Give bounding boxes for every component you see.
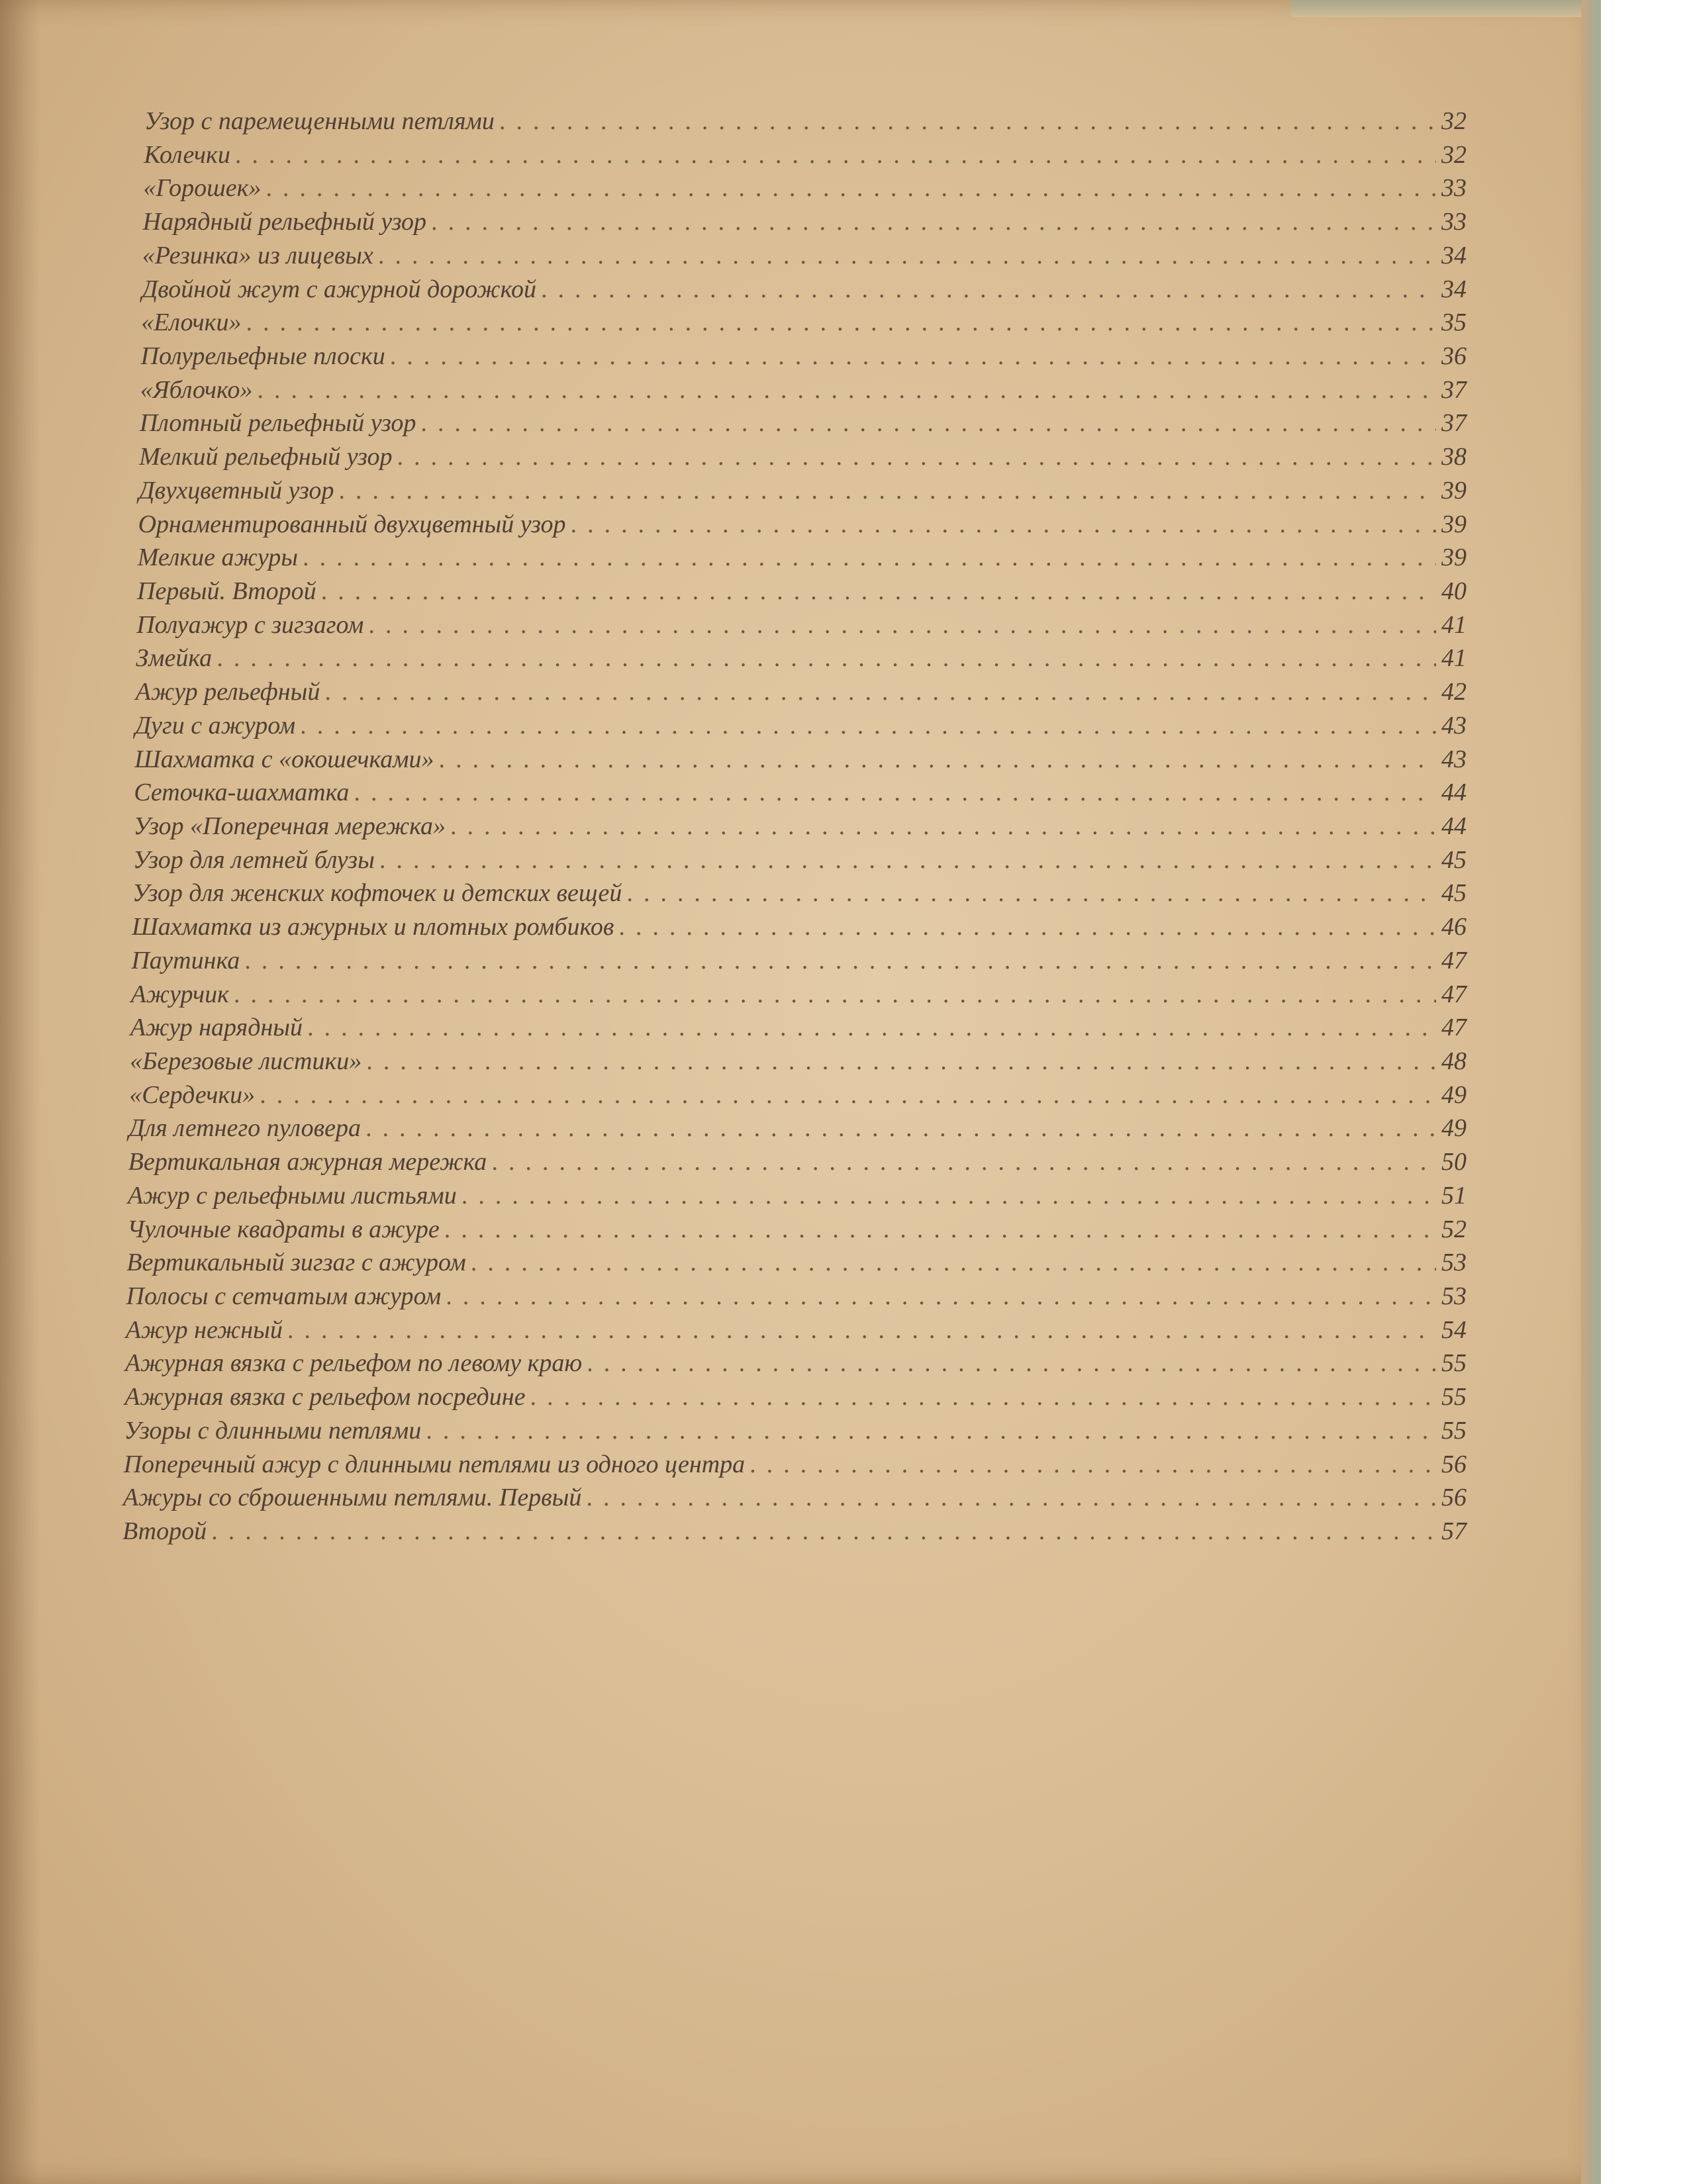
toc-entry-title: Второй [122,1517,207,1545]
dot-leader [212,1516,1436,1546]
toc-entry-page: 49 [1441,1114,1467,1143]
toc-entry [126,1247,1467,1278]
dot-leader [217,643,1436,673]
toc-entry-title: Поперечный ажур с длинными петлями из одного центра [123,1450,746,1478]
toc-entry [130,1046,1467,1076]
toc-entry-page: 43 [1441,711,1467,739]
toc-entry [131,979,1467,1010]
toc-entry [136,677,1467,707]
toc-entry [129,1080,1467,1110]
toc-entry-title: Шахматка из ажурных и плотных ромбиков [132,913,614,941]
toc-entry-title: Ажур с рельефными листьями [127,1181,457,1210]
toc-entry [122,1516,1467,1546]
toc-entry-title: Узор для летней блузы [132,845,375,874]
toc-entry-title: Ажур нежный [125,1315,283,1344]
toc-entry [137,576,1467,606]
dot-leader [587,1482,1436,1513]
toc-entry-title: Чулочные квадраты в ажуре [127,1215,440,1243]
toc-entry-page: 34 [1441,241,1467,269]
toc-entry [141,341,1467,371]
dot-leader [354,777,1436,808]
dot-leader [260,1080,1436,1110]
toc-entry [138,542,1467,573]
toc-entry-page: 55 [1441,1383,1467,1411]
dot-leader [627,878,1436,908]
dot-leader [426,1415,1436,1446]
toc-entry-title: «Сердечки» [129,1080,256,1109]
toc-entry-page: 32 [1441,107,1467,135]
toc-entry [144,106,1467,136]
dot-leader [301,710,1436,741]
toc-entry-title: Сеточка-шахматка [134,779,350,807]
toc-entry-title: Вертикальная ажурная мережка [128,1148,487,1176]
toc-entry-page: 47 [1441,980,1467,1008]
dot-leader [530,1382,1436,1412]
dot-leader [451,811,1436,841]
toc-entry [135,710,1467,741]
toc-entry-page: 43 [1441,745,1467,773]
toc-entry-title: Узор с паремещенными петлями [144,107,495,135]
toc-entry-page: 41 [1441,610,1467,639]
toc-entry-title: Колечки [144,140,230,169]
toc-entry-title: Мелкие ажуры [137,544,298,572]
toc-entry-page: 37 [1441,409,1467,438]
toc-entry-title: Узоры с длинными петлями [124,1416,422,1445]
toc-entry [140,408,1467,438]
toc-entry [143,207,1467,237]
dot-leader [325,677,1436,707]
toc-entry-title: Ажурчик [130,980,229,1008]
toc-entry-page: 44 [1441,779,1467,807]
dot-leader [391,341,1436,371]
toc-entry [138,475,1467,506]
toc-entry-title: Полурельефные плоски [140,342,385,370]
toc-entry-title: «Березовые листики» [130,1047,362,1075]
toc-entry-title: Плотный рельефный узор [139,409,416,438]
toc-entry [127,1214,1467,1245]
toc-entry-page: 44 [1441,812,1467,840]
dot-leader [500,106,1436,136]
toc-entry-page: 39 [1441,476,1467,504]
toc-entry-title: Дуги с ажуром [134,711,296,739]
toc-entry-page: 46 [1441,913,1467,941]
dot-leader [587,1348,1436,1378]
toc-entry-page: 33 [1441,174,1467,203]
dot-leader [245,945,1436,976]
dot-leader [571,509,1436,540]
toc-entry [126,1281,1467,1311]
toc-entry-page: 56 [1441,1484,1467,1512]
toc-entry [131,945,1467,976]
dot-leader [258,375,1436,405]
dot-leader [380,845,1436,875]
toc-entry [138,509,1467,540]
dot-leader [421,408,1436,438]
toc-entry-title: «Резинка» из лицевых [142,241,373,269]
toc-entry [123,1482,1467,1513]
dot-leader [366,1113,1436,1143]
dot-leader [308,1012,1436,1043]
toc-entry-title: Орнаментированный двухцветный узор [138,510,566,538]
toc-entry-page: 40 [1441,577,1467,605]
dot-leader [440,744,1436,775]
toc-entry [132,878,1467,908]
dot-leader [379,240,1436,271]
toc-entry-page: 37 [1441,375,1467,404]
dot-leader [266,173,1436,203]
toc-entry-title: «Горошек» [143,174,262,203]
toc-entry-page: 42 [1441,678,1467,706]
toc-entry-page: 47 [1441,946,1467,974]
toc-entry-page: 55 [1441,1416,1467,1445]
toc-entry-page: 54 [1441,1315,1467,1344]
toc-entry-page: 52 [1441,1215,1467,1243]
toc-entry [142,274,1467,305]
toc-entry-page: 38 [1441,443,1467,471]
toc-entry-title: Первый. Второй [137,577,316,605]
dot-leader [288,1315,1436,1345]
dot-leader [322,576,1436,606]
dot-leader [432,207,1436,237]
toc-entry-title: Змейка [136,644,213,673]
toc-entry-page: 39 [1441,544,1467,572]
toc-entry-page: 41 [1441,644,1467,673]
toc-entry-page: 35 [1441,309,1467,337]
toc-entry [141,307,1467,338]
toc-entry-page: 33 [1441,208,1467,236]
toc-entry [130,1012,1467,1043]
toc-entry-title: «Яблочко» [140,375,253,404]
toc-entry-page: 36 [1441,342,1467,370]
toc-entry [140,375,1467,405]
toc-entry [125,1348,1467,1378]
toc-entry [142,240,1467,271]
toc-entry [136,610,1467,640]
toc-entry-title: «Елочки» [141,309,242,337]
toc-entry-page: 32 [1441,140,1467,169]
toc-entry-title: Двухцветный узор [138,476,334,504]
toc-entry [144,140,1467,170]
toc-entry [128,1180,1467,1211]
dot-leader [492,1147,1436,1177]
toc-entry-page: 51 [1441,1181,1467,1210]
toc-entry-title: Узор «Поперечная мережка» [133,812,446,840]
toc-entry-title: Ажур нарядный [130,1014,303,1042]
toc-entry [139,442,1467,472]
toc-entry [124,1449,1467,1480]
toc-entry [143,173,1467,203]
toc-entry-page: 57 [1441,1517,1467,1545]
toc-entry-title: Узор для женских кофточек и детских вещей [132,879,622,908]
dot-leader [750,1449,1436,1480]
toc-entry [128,1113,1467,1143]
toc-entry-page: 53 [1441,1282,1467,1310]
toc-entry-title: Шахматка с «окошечками» [134,745,434,773]
toc-entry [128,1147,1467,1177]
dot-leader [246,307,1436,338]
toc-entry-title: Ажурная вязка с рельефом по левому краю [124,1349,583,1378]
toc-entry-page: 34 [1441,275,1467,303]
dot-leader [369,610,1436,640]
dot-leader [471,1247,1436,1278]
toc-entry [126,1315,1467,1345]
toc-entry [124,1382,1467,1412]
toc-entry-page: 50 [1441,1148,1467,1176]
dot-leader [339,475,1436,506]
toc-entry-title: Вертикальный зигзаг с ажуром [126,1249,466,1277]
toc-entry [134,777,1467,808]
toc-entry-title: Полуажур с зигзагом [136,610,364,639]
toc-entry-page: 39 [1441,510,1467,538]
toc-entry-page: 47 [1441,1014,1467,1042]
toc-entry-title: Ажурная вязка с рельефом посредине [124,1383,526,1411]
dot-leader [446,1281,1436,1311]
toc-entry-title: Нарядный рельефный узор [142,208,427,236]
toc-entry-title: Двойной жгут с ажурной дорожкой [142,275,536,303]
dot-leader [445,1214,1436,1245]
dot-leader [303,542,1436,573]
dot-leader [367,1046,1436,1076]
toc-entry [132,912,1467,942]
dot-leader [236,140,1436,170]
toc-entry-page: 55 [1441,1349,1467,1378]
toc-entry-title: Для летнего пуловера [128,1114,361,1143]
dot-leader [542,274,1436,305]
toc-entry [136,643,1467,673]
toc-entry-page: 48 [1441,1047,1467,1075]
dot-leader [234,979,1436,1010]
toc-entry-page: 45 [1441,845,1467,874]
dot-leader [397,442,1436,472]
toc-entry [124,1415,1467,1446]
dot-leader [462,1180,1436,1211]
toc-entry-title: Паутинка [131,946,240,974]
toc-entry-title: Ажуры со сброшенными петлями. Первый [122,1484,582,1512]
toc-entry-page: 56 [1441,1450,1467,1478]
toc-entry-page: 49 [1441,1080,1467,1109]
toc-entry-title: Полосы с сетчатым ажуром [126,1282,442,1310]
toc-entry [133,845,1467,875]
toc-entry [134,811,1467,841]
toc-entry-page: 53 [1441,1249,1467,1277]
toc-entry-title: Мелкий рельефный узор [139,443,393,471]
dot-leader [619,912,1436,942]
toc-entry [134,744,1467,775]
toc-entry-page: 45 [1441,879,1467,908]
toc-entry-title: Ажур рельефный [135,678,320,706]
